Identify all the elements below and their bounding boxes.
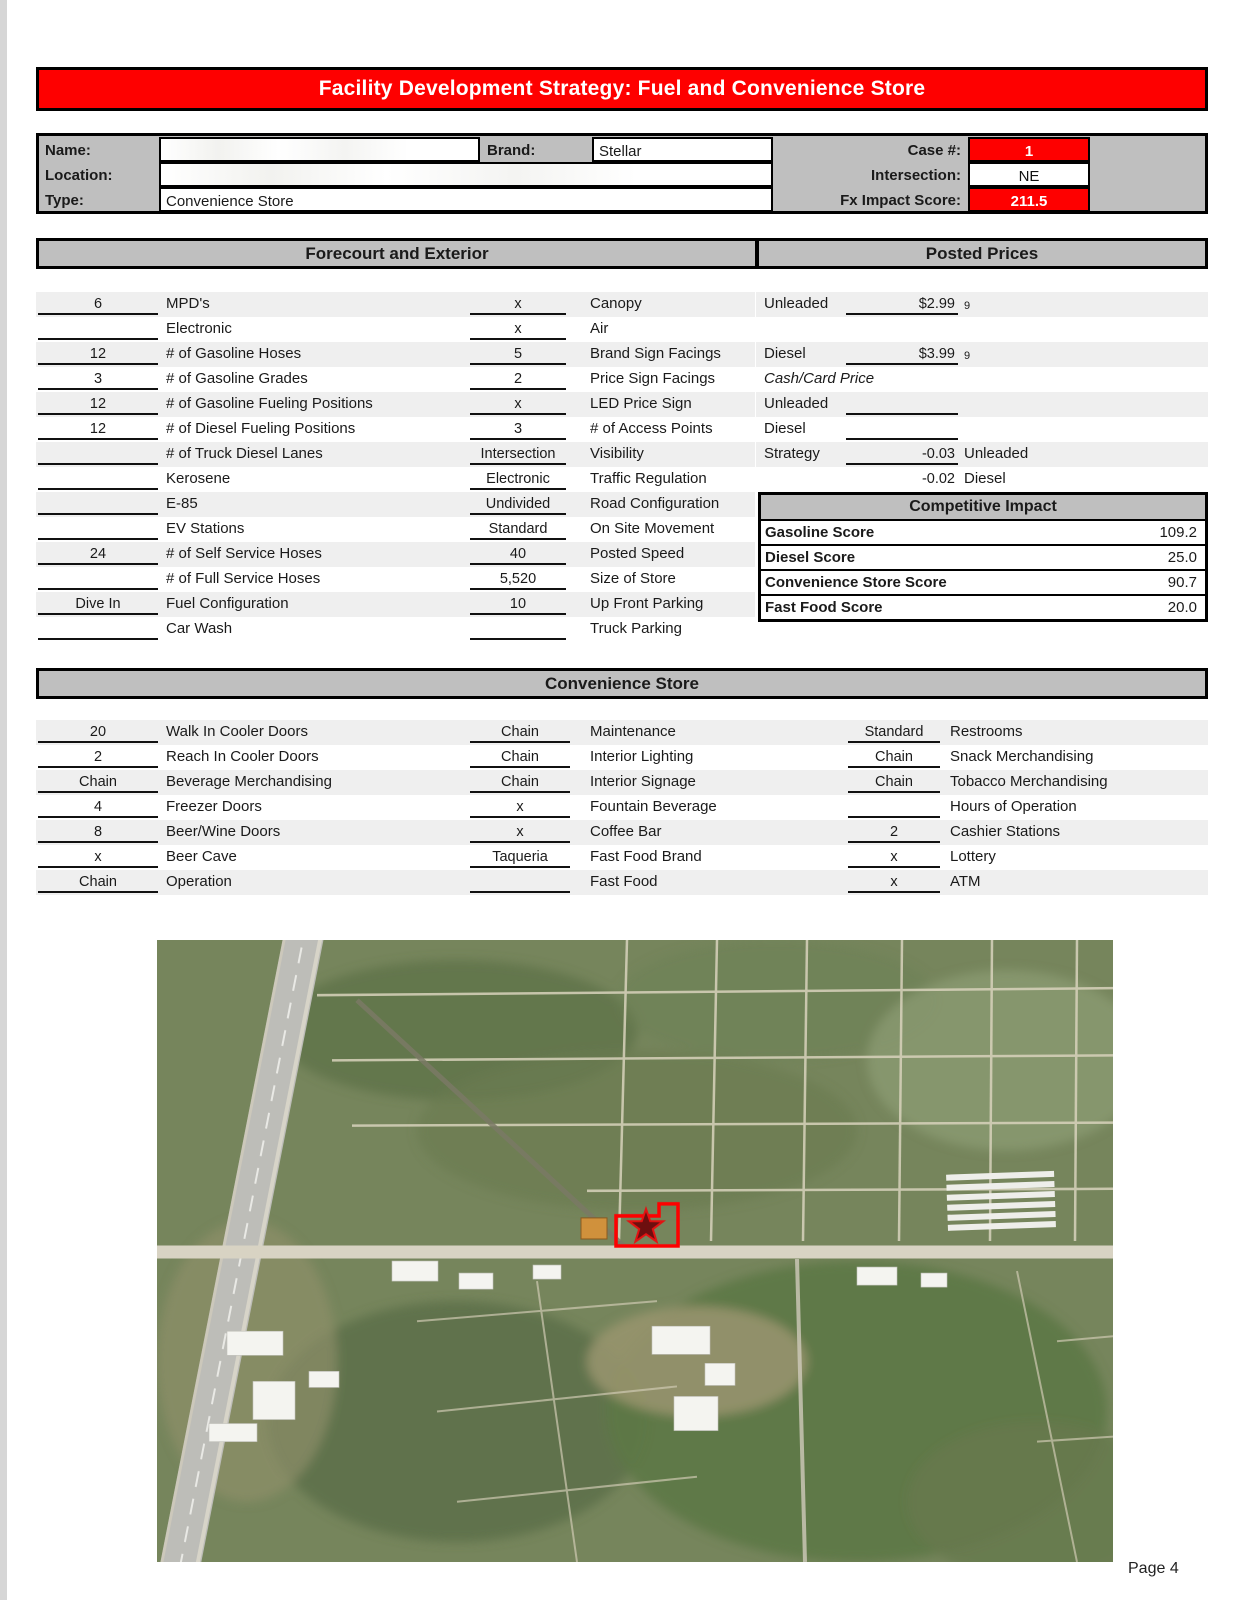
row-label: Posted Speed [590, 545, 685, 562]
value-blank: Chain [470, 746, 570, 768]
forecourt-row [36, 467, 755, 492]
row-label: # of Gasoline Fueling Positions [166, 395, 373, 412]
row-label: Coffee Bar [590, 823, 662, 840]
price-blank: $2.99 [846, 293, 958, 315]
brand-value: Stellar [592, 137, 773, 162]
price-blank [846, 393, 958, 415]
value-blank [38, 493, 158, 515]
row-label: Beer Cave [166, 848, 237, 865]
orange-building [581, 1218, 607, 1239]
row-label: Cashier Stations [950, 823, 1061, 840]
forecourt-row [36, 567, 755, 592]
price-blank [846, 368, 958, 390]
row-label: Operation [166, 873, 232, 890]
value-blank [470, 871, 570, 893]
forecourt-row [36, 592, 755, 617]
row-label: Road Configuration [590, 495, 720, 512]
convenience-rows [36, 720, 1208, 895]
row-label: Freezer Doors [166, 798, 262, 815]
row-label: Fast Food [590, 873, 658, 890]
price-label: Unleaded [764, 295, 829, 312]
forecourt-row [36, 417, 755, 442]
posted-price-row [756, 417, 1208, 442]
row-label: Electronic [166, 320, 232, 337]
score-label: Diesel Score [765, 549, 856, 566]
value-blank: 5,520 [470, 568, 566, 590]
value-blank [38, 618, 158, 640]
value-blank: 24 [38, 543, 158, 565]
header-table [36, 133, 1208, 214]
forecourt-row [36, 442, 755, 467]
value-blank: Undivided [470, 493, 566, 515]
row-label: Hours of Operation [950, 798, 1077, 815]
value-blank: x [470, 393, 566, 415]
row-label: Kerosene [166, 470, 231, 487]
forecourt-banner [36, 238, 758, 269]
forecourt-row [36, 542, 755, 567]
row-label: # of Access Points [590, 420, 713, 437]
value-blank: 5 [470, 343, 566, 365]
row-label: Air [590, 320, 609, 337]
scan-edge [0, 0, 7, 1600]
value-blank: x [470, 821, 570, 843]
row-label: Beer/Wine Doors [166, 823, 281, 840]
row-label: Restrooms [950, 723, 1023, 740]
forecourt-row [36, 517, 755, 542]
page-number: Page 4 [1128, 1560, 1179, 1577]
score-row [761, 571, 1205, 596]
price-blank: -0.03 [846, 443, 958, 465]
value-blank: Taqueria [470, 846, 570, 868]
value-blank: x [470, 796, 570, 818]
value-blank: Chain [848, 746, 940, 768]
row-label: # of Diesel Fueling Positions [166, 420, 356, 437]
posted-price-row [756, 292, 1208, 317]
case-value: 1 [968, 137, 1090, 162]
value-blank [38, 443, 158, 465]
name-label: Name: [45, 142, 91, 159]
convenience-row [36, 745, 1208, 770]
value-blank: Standard [848, 721, 940, 743]
value-blank: 2 [470, 368, 566, 390]
type-value: Convenience Store [159, 187, 773, 212]
value-blank: Chain [470, 721, 570, 743]
value-blank: Dive In [38, 593, 158, 615]
posted-price-row [756, 467, 1208, 492]
price-blank [846, 318, 958, 340]
row-label: EV Stations [166, 520, 245, 537]
row-label: ATM [950, 873, 981, 890]
row-label: # of Gasoline Hoses [166, 345, 302, 362]
row-label: Beverage Merchandising [166, 773, 332, 790]
price-label: Cash/Card Price [764, 370, 875, 387]
row-label: # of Full Service Hoses [166, 570, 321, 587]
price-blank [846, 418, 958, 440]
forecourt-row [36, 392, 755, 417]
row-label: MPD's [166, 295, 210, 312]
value-blank [38, 468, 158, 490]
value-blank: Standard [470, 518, 566, 540]
value-blank: 40 [470, 543, 566, 565]
row-label: Truck Parking [590, 620, 682, 637]
forecourt-rows [36, 292, 755, 642]
value-blank: x [470, 293, 566, 315]
forecourt-row [36, 367, 755, 392]
value-blank: Chain [38, 871, 158, 893]
row-label: # of Truck Diesel Lanes [166, 445, 323, 462]
value-blank: 12 [38, 343, 158, 365]
forecourt-title: Forecourt and Exterior [305, 243, 489, 263]
value-blank: 12 [38, 418, 158, 440]
value-blank: 3 [38, 368, 158, 390]
price-after: 9 [964, 300, 971, 312]
score-value: 109.2 [1159, 524, 1197, 541]
convenience-title: Convenience Store [545, 673, 699, 693]
row-label: Canopy [590, 295, 642, 312]
row-label: Brand Sign Facings [590, 345, 721, 362]
posted-price-row [756, 342, 1208, 367]
value-blank: Electronic [470, 468, 566, 490]
name-value [159, 137, 480, 162]
value-blank: 3 [470, 418, 566, 440]
convenience-row [36, 795, 1208, 820]
aerial-map [157, 940, 1113, 1562]
price-after: 9 [964, 350, 971, 362]
row-label: Interior Lighting [590, 748, 694, 765]
posted-price-row [756, 442, 1208, 467]
type-label: Type: [45, 192, 84, 209]
score-label: Convenience Store Score [765, 574, 947, 591]
forecourt-row [36, 342, 755, 367]
row-label: LED Price Sign [590, 395, 692, 412]
row-label: Up Front Parking [590, 595, 704, 612]
value-blank: Chain [38, 771, 158, 793]
value-blank: Intersection [470, 443, 566, 465]
price-label: Diesel [764, 345, 806, 362]
location-label: Location: [45, 167, 113, 184]
convenience-row [36, 870, 1208, 895]
value-blank: 2 [38, 746, 158, 768]
value-blank: x [470, 318, 566, 340]
score-row [761, 521, 1205, 546]
value-blank: Chain [470, 771, 570, 793]
convenience-banner [36, 668, 1208, 699]
posted-price-row [756, 317, 1208, 342]
price-after: Diesel [964, 470, 1006, 487]
posted-prices-title: Posted Prices [925, 243, 1039, 263]
fx-score-label: Fx Impact Score: [840, 192, 961, 209]
title-banner [36, 67, 1208, 111]
score-row [761, 596, 1205, 619]
row-label: On Site Movement [590, 520, 715, 537]
row-label: Traffic Regulation [590, 470, 707, 487]
value-blank [470, 618, 566, 640]
score-value: 25.0 [1167, 549, 1197, 566]
fx-score-value: 211.5 [968, 187, 1090, 212]
row-label: Lottery [950, 848, 996, 865]
row-label: Price Sign Facings [590, 370, 716, 387]
score-row [761, 546, 1205, 571]
convenience-row [36, 770, 1208, 795]
value-blank [38, 518, 158, 540]
row-label: Visibility [590, 445, 644, 462]
row-label: # of Gasoline Grades [166, 370, 308, 387]
value-blank: Chain [848, 771, 940, 793]
convenience-row [36, 720, 1208, 745]
intersection-value: NE [968, 162, 1090, 187]
row-label: Tobacco Merchandising [950, 773, 1108, 790]
value-blank: 20 [38, 721, 158, 743]
value-blank: 8 [38, 821, 158, 843]
value-blank [848, 796, 940, 818]
row-label: Fast Food Brand [590, 848, 702, 865]
row-label: Interior Signage [590, 773, 696, 790]
forecourt-row [36, 492, 755, 517]
value-blank: x [848, 871, 940, 893]
score-label: Fast Food Score [765, 599, 883, 616]
score-value: 20.0 [1167, 599, 1197, 616]
row-label: Maintenance [590, 723, 676, 740]
forecourt-row [36, 317, 755, 342]
row-label: # of Self Service Hoses [166, 545, 322, 562]
location-value [159, 162, 773, 187]
page-title: Facility Development Strategy: Fuel and Convenience Store [318, 77, 926, 100]
row-label: Reach In Cooler Doors [166, 748, 319, 765]
posted-prices-rows [756, 292, 1208, 492]
value-blank: x [848, 846, 940, 868]
forecourt-row [36, 617, 755, 642]
price-label: Unleaded [764, 395, 829, 412]
value-blank [38, 568, 158, 590]
value-blank: 12 [38, 393, 158, 415]
value-blank: 6 [38, 293, 158, 315]
competitive-impact-title: Competitive Impact [761, 495, 1205, 521]
row-label: Walk In Cooler Doors [166, 723, 308, 740]
posted-price-row [756, 367, 1208, 392]
price-blank: -0.02 [921, 471, 955, 487]
score-value: 90.7 [1167, 574, 1197, 591]
price-after: Unleaded [964, 445, 1029, 462]
row-label: Fuel Configuration [166, 595, 289, 612]
value-blank: x [38, 846, 158, 868]
competitive-impact-table [758, 492, 1208, 622]
row-label: Size of Store [590, 570, 676, 587]
row-label: Fountain Beverage [590, 798, 717, 815]
row-label: E-85 [166, 495, 198, 512]
value-blank: 2 [848, 821, 940, 843]
row-label: Car Wash [166, 620, 233, 637]
convenience-row [36, 845, 1208, 870]
competitive-impact-rows [761, 521, 1205, 619]
aerial-map-graphic [157, 940, 1113, 1562]
score-label: Gasoline Score [765, 524, 875, 541]
price-label: Diesel [764, 420, 806, 437]
convenience-row [36, 820, 1208, 845]
intersection-label: Intersection: [870, 167, 961, 184]
value-blank [38, 318, 158, 340]
value-blank: 10 [470, 593, 566, 615]
brand-label: Brand: [487, 142, 536, 159]
price-blank: $3.99 [846, 343, 958, 365]
row-label: Snack Merchandising [950, 748, 1094, 765]
value-blank: 4 [38, 796, 158, 818]
forecourt-row [36, 292, 755, 317]
posted-price-row [756, 392, 1208, 417]
price-label: Strategy [764, 445, 820, 462]
posted-prices-banner [756, 238, 1208, 269]
case-label: Case #: [907, 142, 961, 159]
